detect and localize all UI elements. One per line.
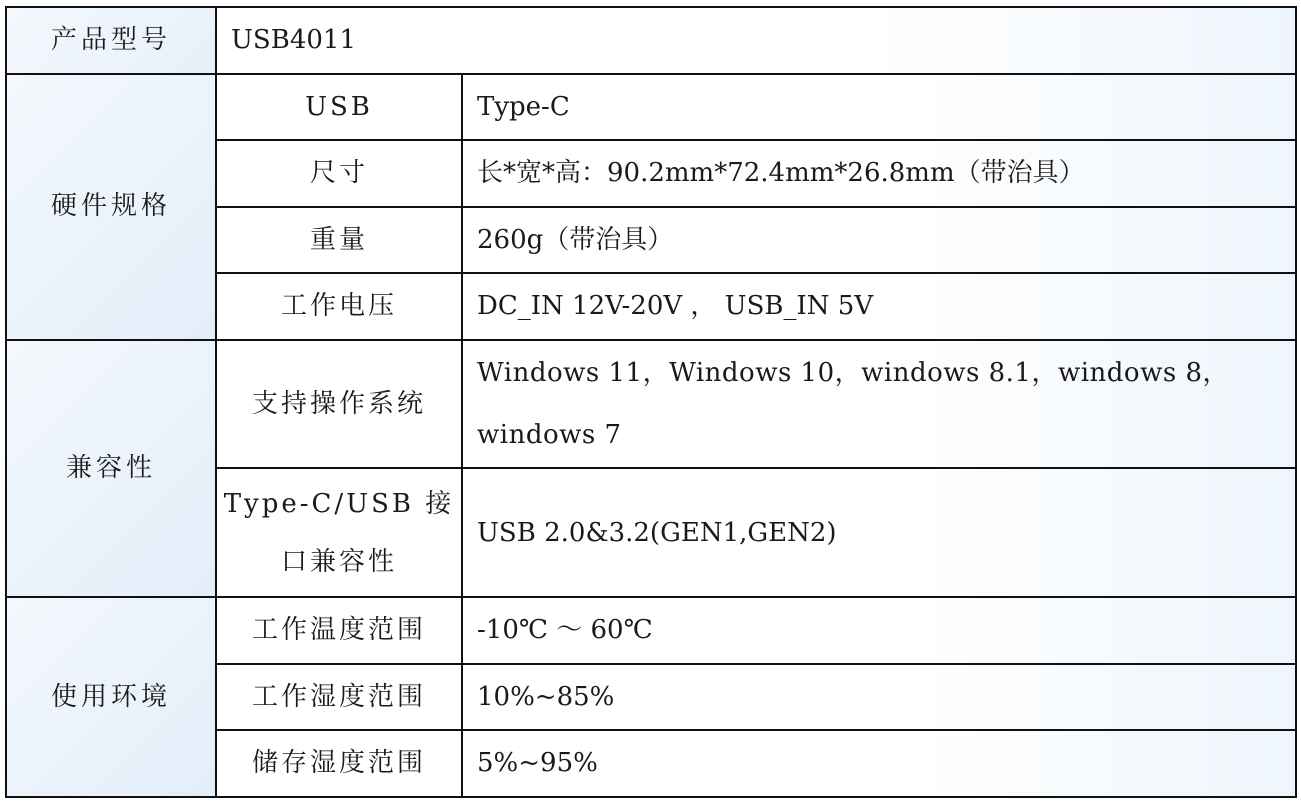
spec-item-label: 工作湿度范围: [216, 664, 462, 731]
table-row: [6, 340, 1296, 469]
compatibility-category-label: 兼容性: [6, 340, 216, 598]
table-row: [6, 7, 1296, 74]
spec-item-label: 重量: [216, 207, 462, 274]
spec-item-label: 工作电压: [216, 273, 462, 340]
environment-category-label: 使用环境: [6, 597, 216, 797]
spec-item-label: 工作温度范围: [216, 597, 462, 664]
hardware-category-label: 硬件规格: [6, 74, 216, 340]
model-value: USB4011: [216, 7, 1296, 74]
spec-item-value: DC_IN 12V-20V ， USB_IN 5V: [462, 273, 1296, 340]
spec-item-value: 长*宽*高：90.2mm*72.4mm*26.8mm（带治具）: [462, 140, 1296, 207]
spec-item-label: 储存湿度范围: [216, 730, 462, 797]
spec-item-value: 10%~85%: [462, 664, 1296, 731]
spec-item-value: USB 2.0&3.2(GEN1,GEN2): [462, 468, 1296, 597]
spec-item-value: 5%~95%: [462, 730, 1296, 797]
model-label: 产品型号: [6, 7, 216, 74]
spec-item-label: USB: [216, 74, 462, 141]
spec-table: [5, 6, 1297, 798]
spec-item-label: 尺寸: [216, 140, 462, 207]
spec-item-label: 支持操作系统: [216, 340, 462, 469]
table-row: [6, 74, 1296, 141]
spec-item-value: Type-C: [462, 74, 1296, 141]
table-row: [6, 597, 1296, 664]
spec-item-value: 260g（带治具）: [462, 207, 1296, 274]
spec-item-label: Type-C/USB 接口兼容性: [216, 468, 462, 597]
spec-item-value: Windows 11，Windows 10，windows 8.1，windows 8，windows 7: [462, 340, 1296, 469]
spec-item-value: -10℃ ～ 60℃: [462, 597, 1296, 664]
